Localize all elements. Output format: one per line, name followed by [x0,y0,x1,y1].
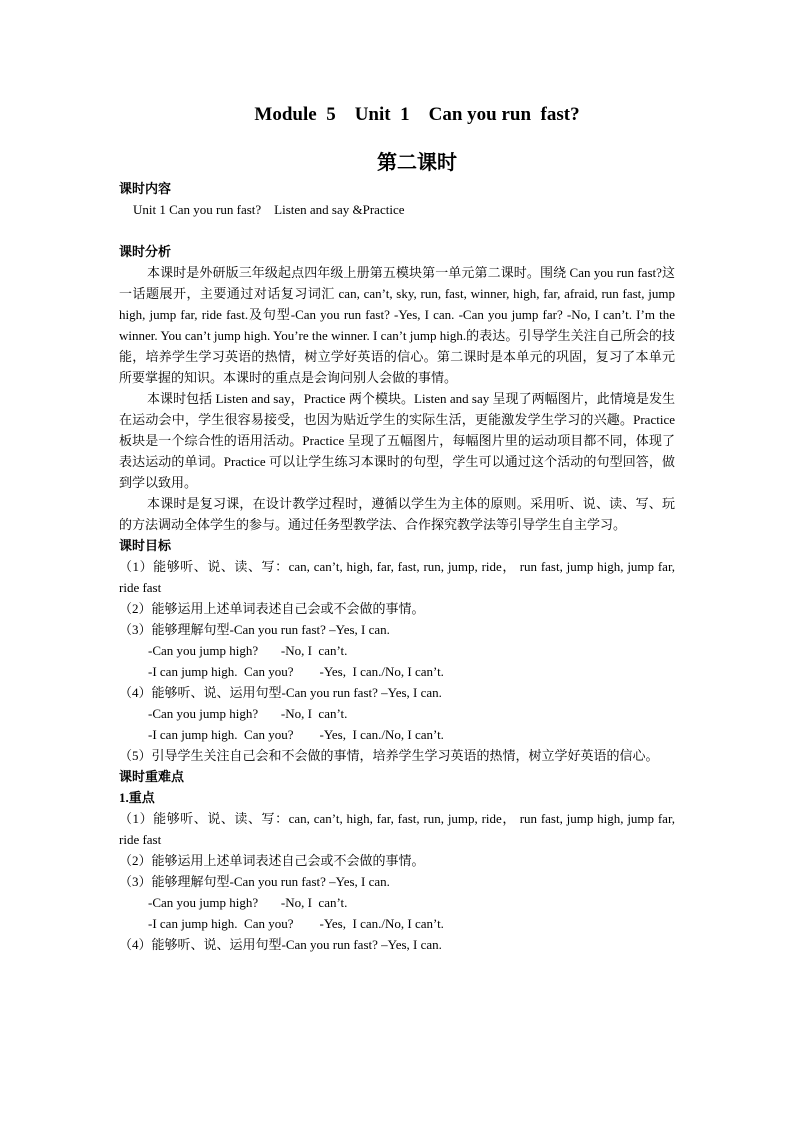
lesson-subtitle: 第二课时 [377,152,457,174]
analysis-paragraph: 本课时包括 Listen and say，Practice 两个模块。Listen and say 呈现了两幅图片，此情境是发生在运动会中，学生很容易接受，也因为贴近学生的实际生活，更能激发学生学习的兴趣。Practice 板块是一个综合性的语用活动。Practice 呈现了五幅图片，每幅图片里的运动项目都不同，体现了表达运动的单词。Practice 可以让学生练习本课时的句型，学生可以通过这个活动的句型回答，做到学以致用。 [119,391,675,490]
key-dialogue-line: -Can you jump high? -No, I can’t. [148,895,348,910]
goal-item: （4）能够听、说、运用句型-Can you run fast? –Yes, I can. [119,685,442,700]
analysis-paragraph: 本课时是外研版三年级起点四年级上册第五模块第一单元第二课时。围绕 Can you run fast?这一话题展开，主要通过对话复习词汇 can, can’t, sky, run, fast, winner, high, far, afraid, run fast, jump high, jump far, ride fast.及句型-Can you run fast? -Yes, I can. -Can you jump far? -No, I can’t. I’m the winner. You can’t jump high. You’re the winner. I can’t jump high.的表达。引导学生关注自己所会的技能，培养学生学习英语的热情，树立学好英语的信心。第二课时是本单元的巩固，复习了本单元所要掌握的知识。本课时的重点是会询问别人会做的事情。 [119,265,675,385]
goal-item: （3）能够理解句型-Can you run fast? –Yes, I can. [119,622,390,637]
goal-dialogue-line: -Can you jump high? -No, I can’t. [148,706,348,721]
goal-item: （5）引导学生关注自己会和不会做的事情，培养学生学习英语的热情，树立学好英语的信心。 [119,748,659,763]
spacer [119,220,675,241]
section-heading-content: 课时内容 [119,181,172,196]
section-heading-goals: 课时目标 [119,538,172,553]
content-text: Unit 1 Can you run fast? Listen and say &Practice [133,202,405,217]
key-item: （2）能够运用上述单词表述自己会或不会做的事情。 [119,853,425,868]
key-points-subheading: 1.重点 [119,790,155,805]
section-heading-analysis: 课时分析 [119,244,172,259]
key-item: （4）能够听、说、运用句型-Can you run fast? –Yes, I can. [119,937,442,952]
goal-item: （2）能够运用上述单词表述自己会或不会做的事情。 [119,601,425,616]
document-body [119,178,675,955]
goal-item: （1）能够听、说、读、写：can, can’t, high, far, fast, run, jump, ride， run fast, jump high, jump far, ride fast [119,559,675,595]
goal-dialogue-line: -Can you jump high? -No, I can’t. [148,643,348,658]
goal-dialogue-line: -I can jump high. Can you? -Yes, I can./No, I can’t. [148,664,444,679]
document-title: Module 5 Unit 1 Can you run fast? [254,104,580,125]
analysis-paragraph: 本课时是复习课，在设计教学过程时，遵循以学生为主体的原则。采用听、说、读、写、玩的方法调动全体学生的参与。通过任务型教学法、合作探究教学法等引导学生自主学习。 [119,496,675,532]
goal-dialogue-line: -I can jump high. Can you? -Yes, I can./No, I can’t. [148,727,444,742]
key-dialogue-line: -I can jump high. Can you? -Yes, I can./No, I can’t. [148,916,444,931]
key-item: （1）能够听、说、读、写：can, can’t, high, far, fast, run, jump, ride， run fast, jump high, jump far, ride fast [119,811,675,847]
key-item: （3）能够理解句型-Can you run fast? –Yes, I can. [119,874,390,889]
section-heading-key-points: 课时重难点 [119,769,185,784]
